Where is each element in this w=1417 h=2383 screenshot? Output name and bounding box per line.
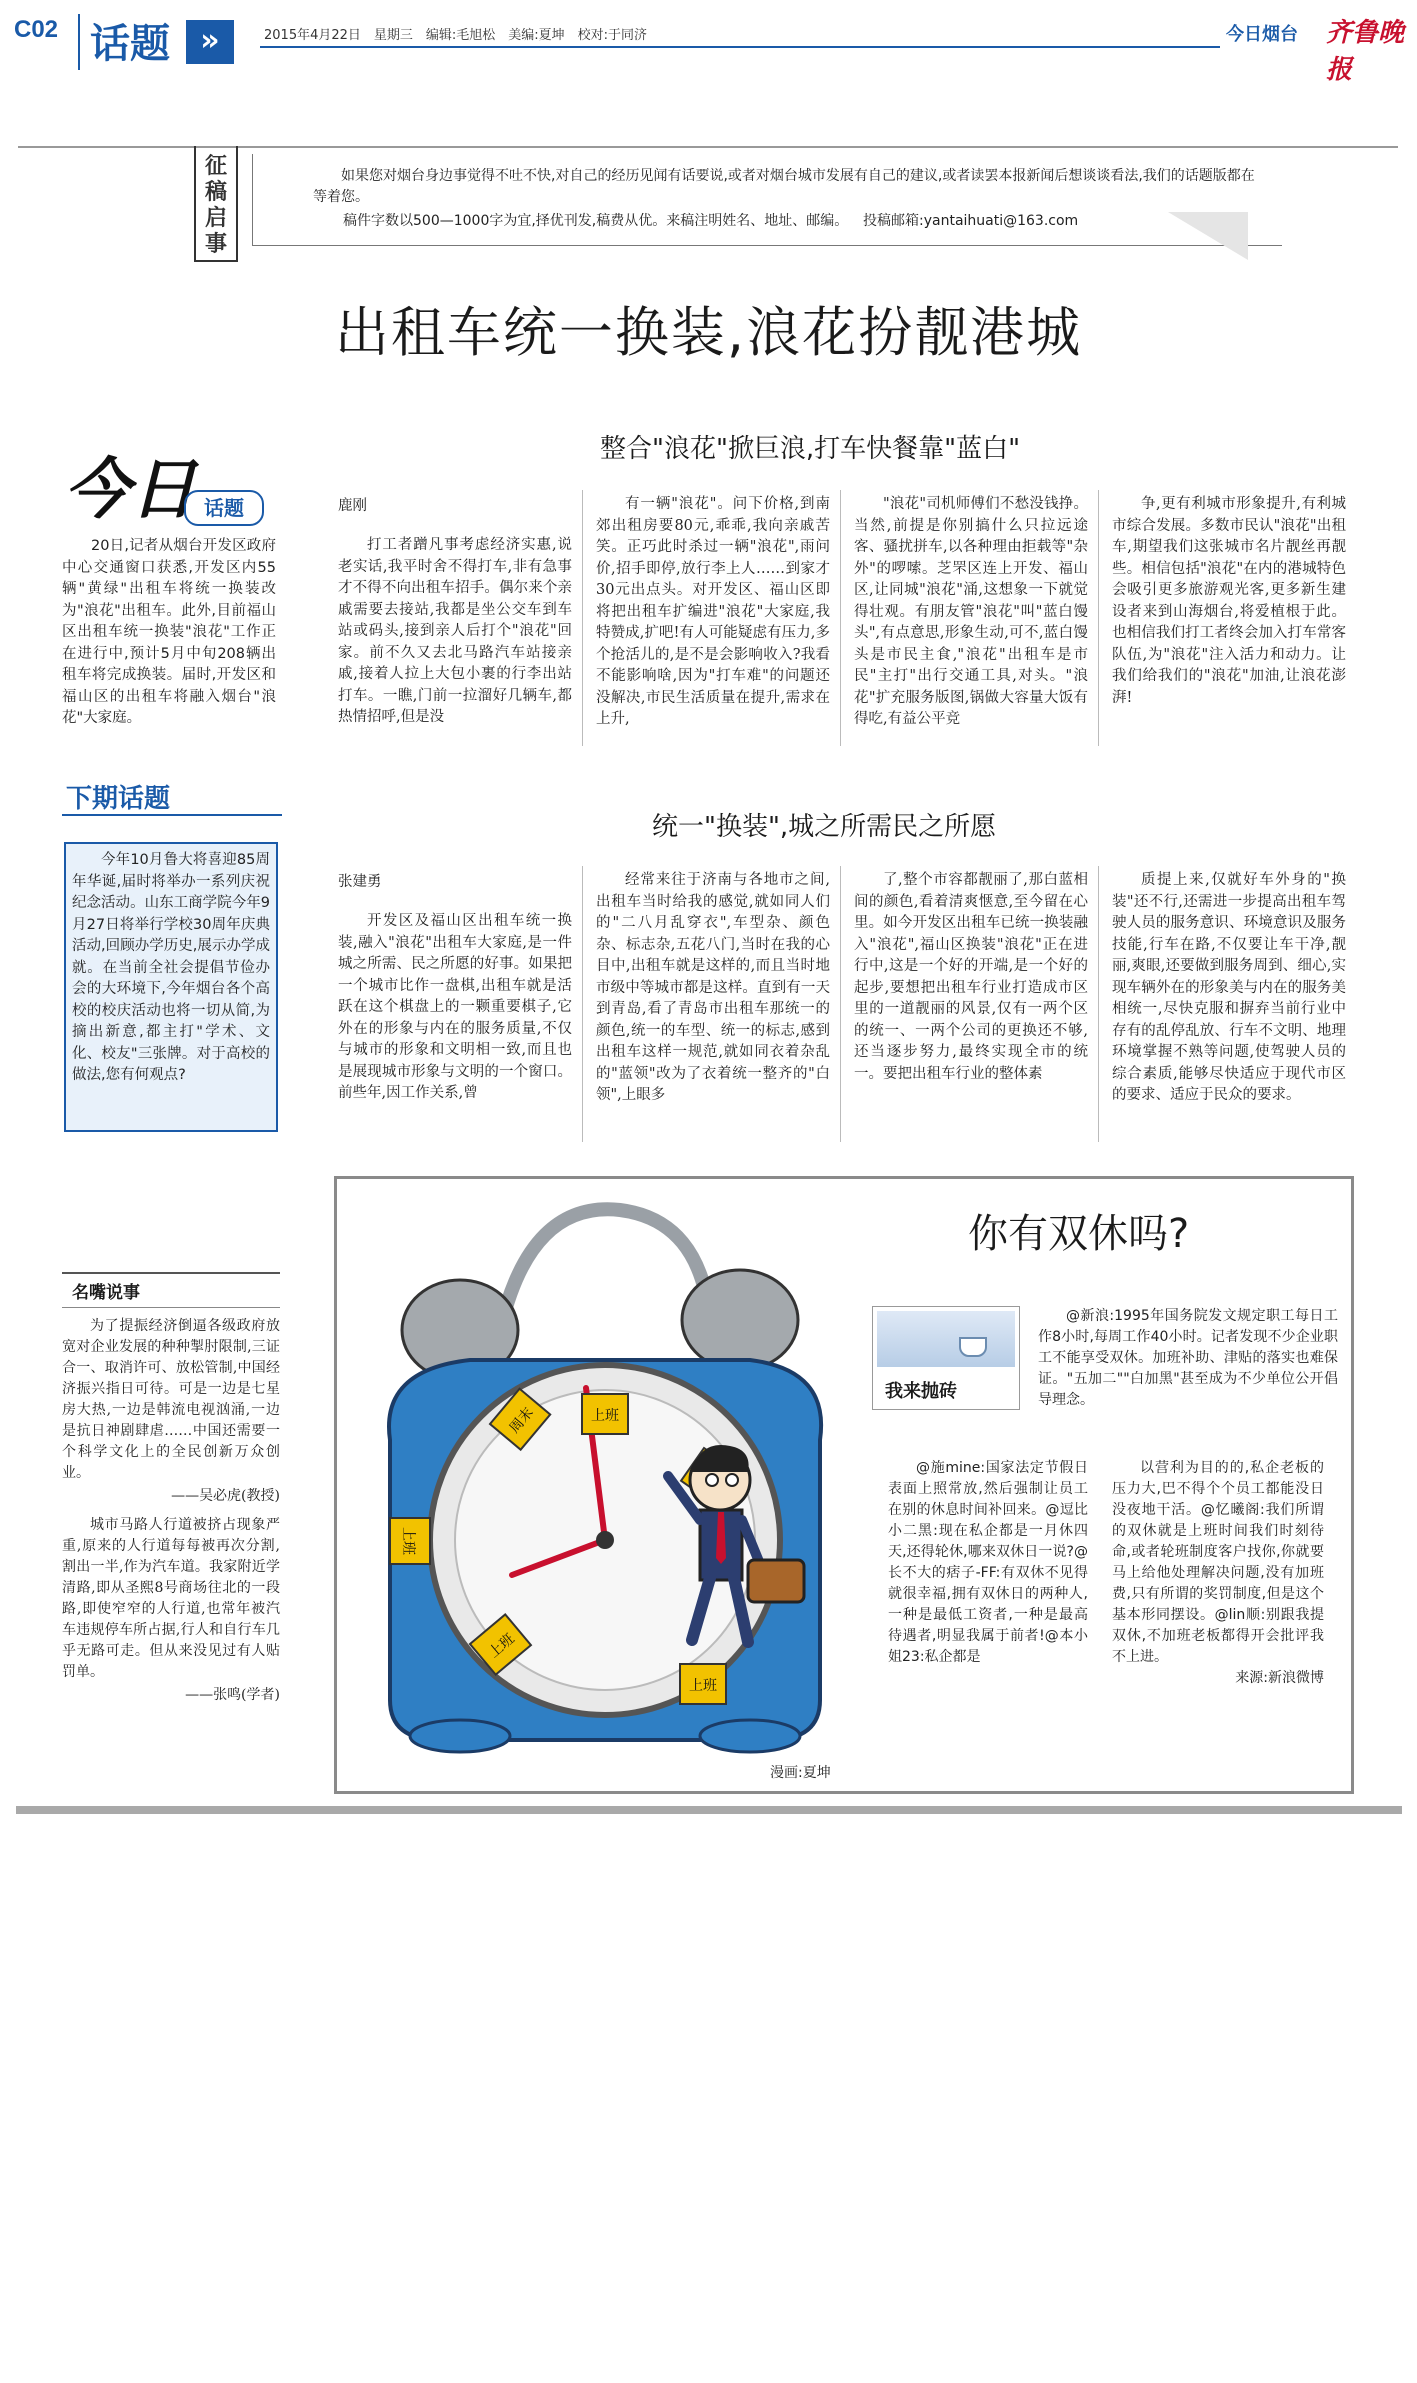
article1-author: 鹿刚 (338, 498, 367, 514)
comments-source: 来源:新浪微博 (1235, 1670, 1324, 1686)
article2-author: 张建勇 (338, 874, 382, 890)
coffee-cup-icon (959, 1337, 987, 1357)
brick-label: 我来抛砖 (885, 1381, 957, 1402)
clock-tag-text: 上班 (485, 1630, 518, 1662)
article1-column-4 (1112, 494, 1346, 709)
article1-column-1 (338, 494, 572, 729)
call-paper (252, 154, 1282, 246)
clock-tag (582, 1394, 628, 1434)
footer-bar (16, 1806, 1402, 1814)
page-header (14, 10, 1405, 85)
brick-label-box (872, 1306, 1020, 1410)
article1-subhead: 整合"浪花"掀巨浪,打车快餐靠"蓝白" (600, 434, 1021, 464)
clock-tag-text: 上班 (591, 1408, 619, 1424)
column-divider (582, 490, 583, 746)
article2-text: 开发区及福山区出租车统一换装,融入"浪花"出租车大家庭,是一件城之所需、民之所愿的好事。如果把一个城市比作一盘棋,出租车就是活跃在这个棋盘上的一颗重要棋子,它外在的形象与内在的服务质量,不仅与城市的形象和文明相一致,而且也是展现城市形象与文明的一个窗口。前些年,因工作关系,曾 (338, 913, 572, 1101)
coffee-cup-image (877, 1311, 1015, 1367)
page-number: C02 (14, 16, 59, 43)
article2-text: 经常来往于济南与各地市之间,出租车当时给我的感觉,就如同人们的"二八月乱穿衣",车型杂、颜色杂、标志杂,五花八门,当时在我的心目中,出租车就是这样的,而且当时地市级中等城市都是这样。直到有一天到青岛,看了青岛市出租车那统一的颜色,统一的车型、统一的标志,感到出租车这样一规范,就如同衣着杂乱的"蓝领"改为了衣着统一整齐的"白领",上眼多 (596, 872, 830, 1103)
saying-paragraph: 为了提振经济倒逼各级政府放宽对企业发展的种种掣肘限制,三证合一、取消许可、放松管制,中国经济振兴指日可待。可是一边是七星房大热,一边是韩流电视汹涌,一边是抗日神剧肆虐……中国还需要一个科学文化上的全民创新万众创业。 (62, 1318, 280, 1481)
header-rule (260, 46, 1220, 48)
header-divider (78, 14, 80, 70)
double-holiday-column-1 (888, 1458, 1088, 1668)
newspaper-logo: 齐鲁晚报 (1326, 18, 1405, 85)
saying-signature: ——吴必虎(教授) (171, 1488, 280, 1504)
call-for-submissions (18, 146, 1398, 266)
article1-column-3 (854, 494, 1088, 731)
divider (62, 814, 282, 816)
call-label: 征稿启事 (194, 146, 238, 262)
page-curl-decoration (1168, 212, 1248, 260)
clock-tag-text: 上班 (689, 1678, 717, 1694)
article2-text: 质提上来,仅就好车外身的"换装"还不行,还需进一步提高出租车驾驶人员的服务意识、环境意识及服务技能,行车在路,不仅要让车干净,靓丽,爽眼,还要做到服务周到、细心,实现车辆外在的形象美与内在的服务美相统一,尽快克服和摒弃当前行业中存有的乱停乱放、行车不文明、地理环境掌握不熟等问题,使驾驶人员的综合素质,能够尽快适应于现代市区的要求、适应于民众的要求。 (1112, 872, 1346, 1103)
today-topic-text: 20日,记者从烟台开发区政府中心交通窗口获悉,开发区内55辆"黄绿"出租车将统一换装改为"浪花"出租车。此外,目前福山区出租车统一换装"浪花"工作正在进行中,预计5月中旬208辆出租车将完成换装。届时,开发区和福山区的出租车将融入烟台"浪花"大家庭。 (62, 538, 276, 726)
article2-text: 了,整个市容都靓丽了,那白蓝相间的颜色,看着清爽惬意,至今留在心里。如今开发区出租车已统一换装融入"浪花",福山区换装"浪花"正在进行中,这是一个好的开端,是一个好的起步,要想把出租车行业打造成市区里的一道靓丽的风景,仅有一两个区的统一、一两个公司的更换还不够,还当逐步努力,最终实现全市的统一。要把出租车行业的整体素 (854, 872, 1088, 1082)
clock-tag (680, 1664, 726, 1704)
topic-tag: 话题 (184, 490, 264, 526)
clock-tag-text: 周末 (506, 1404, 537, 1437)
comments-text: 以营利为目的的,私企老板的压力大,巴不得个个员工都能没日没夜地干活。@忆曦阁:我们所谓的双休就是上班时间我们时刻待命,或者轮班制度客户找你,你就要马上给他处理解决问题,没有加班费,只有所谓的奖罚制度,但是这个基本形同摆设。@lin顺:别跟我提双休,不加班老板都得开会批评我不上进。 (1112, 1460, 1324, 1665)
famous-sayings (62, 1272, 280, 1706)
next-topic-text: 今年10月鲁大将喜迎85周年华诞,届时将举办一系列庆祝纪念活动。山东工商学院今年9月27日将举行学校30周年庆典活动,回顾办学历史,展示办学成就。在当前全社会提倡节俭办会的大环境下,今年烟台各个高校的校庆活动也将一切从简,为摘出新意,都主打"学术、文化、校友"三张牌。对于高校的做法,您有何观点? (64, 842, 278, 1132)
double-holiday-column-2 (1112, 1458, 1324, 1689)
article2-column-1 (338, 870, 572, 1105)
famous-sayings-title: 名嘴说事 (62, 1272, 280, 1308)
column-divider (1098, 490, 1099, 746)
clock-tag-text: 上班 (400, 1527, 416, 1555)
column-divider (840, 490, 841, 746)
article1-text: 有一辆"浪花"。问下价格,到南郊出租房要80元,乖乖,我向亲戚苦笑。正巧此时杀过一辆"浪花",雨问价,招手即停,放行李上人……到家才30元出点头。对开发区、福山区即将把出租车扩编进"浪花"大家庭,我特赞成,扩吧!有人可能疑虑有压力,多个抢活儿的,是不是会影响收入?我看不能影响啥,因为"打车难"的问题还没解决,市民生活质量在提升,需求在上升, (596, 496, 830, 727)
article2-column-4 (1112, 870, 1346, 1107)
clock-tag (390, 1518, 430, 1564)
alarm-clock-cartoon (350, 1180, 870, 1760)
call-line-1: 如果您对烟台身边事觉得不吐不快,对自己的经历见闻有话要说,或者对烟台城市发展有自己的建议,或者读罢本报新闻后想谈谈看法,我们的话题版都在等着您。 (313, 168, 1255, 205)
intro-text: @新浪:1995年国务院发文规定职工每日工作8小时,每周工作40小时。记者发现不少企业职工不能享受双休。加班补助、津贴的落实也难保证。"五加二""白加黑"甚至成为不少单位公开倡导理念。 (1038, 1308, 1338, 1408)
comments-text: @施mine:国家法定节假日表面上照常放,然后强制让员工在别的休息时间补回来。@逗比小二黑:现在私企都是一月休四天,还得轮休,哪来双休日一说?@长不大的痞子-FF:有双休不见得就很幸福,拥有双休日的两种人,一种是最低工资者,一种是最高待遇者,明显我属于前者!@本小姐23:私企都是 (888, 1460, 1088, 1665)
today-topic-badge (64, 436, 284, 536)
column-divider (840, 866, 841, 1142)
article2-subhead: 统一"换装",城之所需民之所愿 (652, 812, 997, 842)
issue-meta: 2015年4月22日 星期三 编辑:毛旭松 美编:夏坤 校对:于同济 (264, 28, 648, 43)
section-title: 话题 (90, 21, 170, 67)
saying-paragraph: 城市马路人行道被挤占现象严重,原来的人行道每每被再次分割,割出一半,作为汽车道。我家附近学清路,即从圣熙8号商场往北的一段路,即使窄窄的人行道,也常年被汽车违规停车所占据,行人和自行车几乎无路可走。但从来没见过有人贴罚单。 (62, 1517, 280, 1680)
article1-text: 争,更有利城市形象提升,有利城市综合发展。多数市民认"浪花"出租车,期望我们这张城市名片靓丝再靓些。相信包括"浪花"在内的港城特色会吸引更多旅游观光客,更多新生建设者来到山海烟台,将爱植根于此。也相信我们打工者终会加入打车常客队伍,为"浪花"注入活力和动力。让我们给我们的"浪花"加油,让浪花澎湃! (1112, 496, 1346, 706)
article2-column-3 (854, 870, 1088, 1085)
chevron-right-icon: » (186, 20, 234, 64)
article1-column-2 (596, 494, 830, 731)
double-holiday-intro (1038, 1306, 1338, 1411)
call-line-2: 稿件字数以500—1000字为宜,择优刊发,稿费从优。来稿注明姓名、地址、邮编。 (343, 213, 849, 229)
call-email[interactable]: 投稿邮箱:yantaihuati@163.com (863, 213, 1079, 229)
article1-text: 打工者蹭凡事考虑经济实惠,说老实话,我平时舍不得打车,非有急事才不得不向出租车招手。偶尔来个亲戚需要去接站,我都是坐公交车到车站或码头,接到亲人后打个"浪花"回家。前不久又去北马路汽车站接亲戚,接着人拉上大包小裹的行李出站打车。一瞧,门前一拉溜好几辆车,都热情招呼,但是没 (338, 537, 572, 725)
article2-column-2 (596, 870, 830, 1107)
column-divider (582, 866, 583, 1142)
saying-signature: ——张鸣(学者) (185, 1687, 280, 1703)
column-divider (1098, 866, 1099, 1142)
double-holiday-title: 你有双休吗? (968, 1211, 1190, 1257)
edition-label: 今日烟台 (1226, 24, 1298, 45)
main-headline: 出租车统一换装,浪花扮靓港城 (334, 301, 1083, 364)
cartoon-caption: 漫画:夏坤 (770, 1765, 831, 1781)
next-topic-title: 下期话题 (66, 784, 171, 814)
article1-text: "浪花"司机师傅们不愁没钱挣。当然,前提是你别搞什么只拉远途客、骚扰拼车,以各种理由拒载等"杂外"的啰嗦。芝罘区连上开发、福山区,让同城"浪花"涌,这想象一下就觉得壮观。有朋友管"浪花"叫"蓝白馒头",有点意思,形象生动,可不,蓝白馒头是市民主食,"浪花"出租车是市民"主打"出行交通工具,对头。"浪花"扩充服务版图,锅做大容量大饭有得吃,有益公平竞 (854, 496, 1088, 727)
today-label: 今日 (64, 450, 196, 528)
